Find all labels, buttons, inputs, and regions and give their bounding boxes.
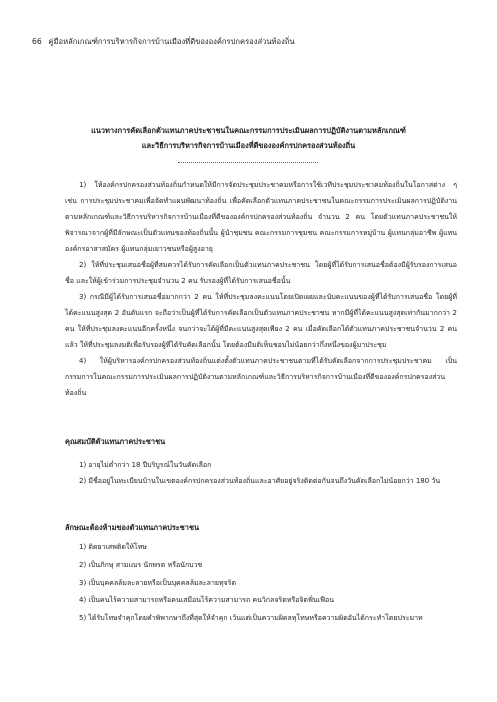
section-title-line-2: และวิธีการบริหารกิจการบ้านเมืองที่ดีขององค์กรปกครองส่วนท้องถิ่น (141, 141, 356, 150)
prohibitions-list (65, 539, 457, 628)
running-title: คู่มือหลักเกณฑ์การบริหารกิจการบ้านเมืองที่ดีขององค์กรปกครองส่วนท้องถิ่น (48, 37, 295, 46)
title-divider (178, 162, 318, 163)
qualifications-body (65, 457, 457, 489)
prohibition-item-3: 3) เป็นบุคคลล้มละลายหรือเป็นบุคคลล้มละลายทุจริต (79, 578, 236, 587)
prohibition-item-2: 2) เป็นภิกษุ สามเณร นักพรต หรือนักบวช (79, 560, 203, 569)
qualifications-heading: คุณสมบัติตัวแทนภาคประชาชน (65, 437, 166, 446)
procedure-paragraph-3: 3) กรณีมีผู้ได้รับการเสนอชื่อมากกว่า 2 คน ให้ที่ประชุมลงคะแนนโดยเปิดเผยและนับคะแนนของผู้ที่ได้รับการเสนอชื่อ โดยผู้ที่ได้คะแนนสูงสุด 2 อันดับแรก จะถือว่าเป็นผู้ที่ได้รับการคัดเลือกเป็นตัวแทนภาคประชาชน หากมีผู้ที่ได้คะแนนสูงสุดเท่ากันมากกว่า 2 คน ให้ที่ประชุมลงคะแนนอีกครั้งหนึ่ง จนกว่าจะได้ผู้ที่มีคะแนนสูงสุดเพียง 2 คน เมื่อคัดเลือกได้ตัวแทนภาคประชาชนจำนวน 2 คนแล้ว ให้ที่ประชุมลงมติเพื่อรับรองผู้ที่ได้รับคัดเลือกนั้น โดยต้องมีมติเห็นชอบไม่น้อยกว่ากึ่งหนึ่งของผู้มาประชุม (65, 293, 457, 349)
page-number: 66 (32, 37, 42, 46)
prohibition-item-4: 4) เป็นคนไร้ความสามารถหรือคนเสมือนไร้ความสามารถ คนวิกลจริตหรือจิตฟั่นเฟือน (79, 596, 335, 605)
page-header (32, 36, 295, 48)
procedure-paragraph-1: 1) ให้องค์กรปกครองส่วนท้องถิ่นกำหนดให้มีการจัดประชุมประชาคมหรือการใช้เวทีประชุมประชาคมท้องถิ่นในโอกาสต่าง ๆ เช่น การประชุมประชาคมเพื่อจัดทำแผนพัฒนาท้องถิ่น เพื่อคัดเลือกตัวแทนภาคประชาชนในคณะกรรมการประเมินผลการปฏิบัติงานตามหลักเกณฑ์และวิธีการบริหารกิจการบ้านเมืองที่ดีขององค์กรปกครองส่วนท้องถิ่น จำนวน 2 คน โดยตัวแทนภาคประชาชนให้พิจารณาจากผู้ที่มีลักษณะเป็นตัวแทนของท้องถิ่นนั้น ผู้นำชุมชน คณะกรรมการชุมชน คณะกรรมการหมู่บ้าน ผู้แทนกลุ่มอาชีพ ผู้แทนองค์กรอาสาสมัคร ผู้แทนกลุ่มเยาวชนหรือผู้สูงอายุ (65, 181, 457, 253)
procedure-paragraph-4: 4) ให้ผู้บริหารองค์กรปกครองส่วนท้องถิ่นแต่งตั้งตัวแทนภาคประชาชนตามที่ได้รับคัดเลือกจากการประชุมประชาคม เป็นกรรมการในคณะกรรมการประเมินผลการปฏิบัติงานตามหลักเกณฑ์และวิธีการบริหารกิจการบ้านเมืองที่ดีขององค์กรปกครองส่วนท้องถิ่น (65, 357, 457, 397)
prohibitions-heading: ลักษณะต้องห้ามของตัวแทนภาคประชาชน (65, 523, 200, 532)
procedure-body (65, 177, 457, 401)
qualification-item-2: 2) มีชื่ออยู่ในทะเบียนบ้านในเขตองค์กรปกครองส่วนท้องถิ่นและอาศัยอยู่จริงติดต่อกันจนถึงวันคัดเลือกไม่น้อยกว่า 180 วัน (79, 477, 441, 485)
qualification-item-1: 1) อายุไม่ต่ำกว่า 18 ปีบริบูรณ์ในวันคัดเลือก (79, 461, 212, 469)
section-title-line-1: แนวทางการคัดเลือกตัวแทนภาคประชาชนในคณะกรรมการประเมินผลการปฏิบัติงานตามหลักเกณฑ์ (91, 126, 406, 135)
prohibition-item-5: 5) ได้รับโทษจำคุกโดยคำพิพากษาถึงที่สุดให้จำคุก เว้นแต่เป็นความผิดลหุโทษหรือความผิดอันได้กระทำโดยประมาท (79, 614, 423, 623)
procedure-paragraph-2: 2) ให้ที่ประชุมเสนอชื่อผู้ที่สมควรได้รับการคัดเลือกเป็นตัวแทนภาคประชาชน โดยผู้ที่ได้รับการเสนอชื่อต้องมีผู้รับรองการเสนอชื่อ และให้ผู้เข้าร่วมการประชุมจำนวน 2 คน รับรองผู้ที่ได้รับการเสนอชื่อนั้น (65, 261, 457, 285)
prohibition-item-1: 1) ติดยาเสพติดให้โทษ (79, 543, 147, 551)
